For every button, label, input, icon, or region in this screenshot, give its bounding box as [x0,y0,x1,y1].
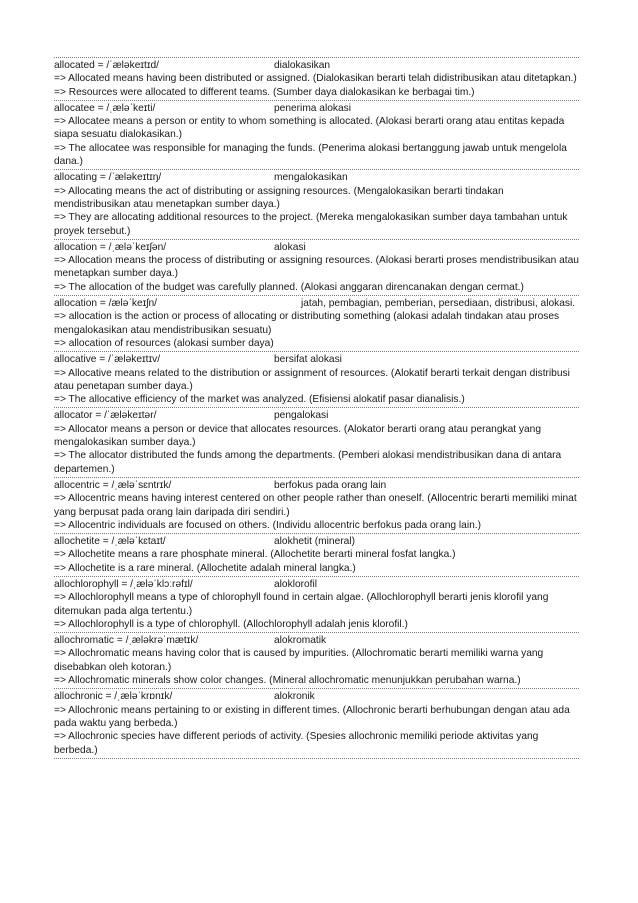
entry-example: => Allochromatic minerals show color changes. (Mineral allochromatic menunjukkan perubahan warna.) [54,675,521,687]
entry-meaning: jatah, pembagian, pemberian, persediaan, distribusi, alokasi. [301,298,576,310]
entry-heading [54,353,579,366]
entry-example: => The allocation of the budget was carefully planned. (Alokasi anggaran direncanakan dengan cermat.) [54,281,524,293]
entry-heading [54,578,579,591]
entry-heading [54,297,579,310]
entry-meaning: alokronik [274,691,315,703]
entry-example: => Resources were allocated to different teams. (Sumber daya dialokasikan ke berbagai tim.) [54,86,475,98]
entry-example: => The allocative efficiency of the market was analyzed. (Efisiensi alokatif pasar dianalisis.) [54,394,465,406]
entry-term: allocated = /ˈæləkeɪtɪd/ [54,60,159,71]
entry-term: allocative = /ˈæləkeɪtɪv/ [54,354,161,366]
entry-term: allocatee = /ˌæləˈkeɪti/ [54,102,156,114]
entry-heading [54,409,579,422]
entry-definition: => Allocation means the process of distributing or assigning resources. (Alokasi berarti proses mendistribusikan atau menetapkan sumber daya.) [54,255,579,280]
entry-example: => Allochetite is a rare mineral. (Allochetite adalah mineral langka.) [54,562,356,574]
entry-meaning: dialokasikan [274,60,331,71]
entry-heading [54,690,579,703]
entry-term: allochronic = /ˌæləˈkrɒnɪk/ [54,691,173,703]
entry-term: allocation = /ˌæləˈkeɪʃən/ [54,241,167,253]
entry-definition: => Allochromatic means having color that is caused by impurities. (Allochromatic berarti memiliki warna yang disebabkan oleh kotoran.) [54,648,544,673]
dictionary-entry [54,169,579,238]
entry-heading [54,479,579,492]
dictionary-entry [54,407,579,476]
entry-example: => Allocentric individuals are focused on others. (Individu allocentric berfokus pada orang lain.) [54,519,481,531]
dictionary-entry [54,632,579,688]
entry-heading [54,102,579,115]
entry-meaning: pengalokasi [274,410,329,422]
entry-definition: => Allocated means having been distributed or assigned. (Dialokasikan berarti telah didistribusikan atau ditetapkan.) [54,73,577,85]
entry-meaning: bersifat alokasi [274,354,342,366]
entry-heading [54,634,579,647]
entry-definition: => Allocatee means a person or entity to whom something is allocated. (Alokasi berarti orang atau entitas kepada siapa sesuatu dialokasikan.) [54,116,565,141]
entry-definition: => Allocative means related to the distribution or assignment of resources. (Alokatif berarti terkait dengan distribusi atau penetapan sumber daya.) [54,367,570,392]
entry-term: allocating = /ˈæləkeɪtɪŋ/ [54,172,162,184]
entry-heading [54,241,579,254]
entry-example: => The allocator distributed the funds among the departments. (Pemberi alokasi mendistribusikan dana di antara departemen.) [54,450,562,475]
dictionary-entry [54,533,579,576]
entry-definition: => Allocentric means having interest centered on other people rather than oneself. (Allocentric berarti memiliki minat yang berpusat pada orang lain daripada diri sendiri.) [54,493,577,518]
entry-term: allochlorophyll = /ˌæləˈklɔːrəfɪl/ [54,578,193,590]
dictionary-entry [54,688,579,758]
dictionary-entry [54,351,579,407]
entry-meaning: alokhetit (mineral) [274,536,355,548]
dictionary-page [54,57,579,759]
entry-definition: => Allochlorophyll means a type of chlorophyll found in certain algae. (Allochlorophyll berarti jenis klorofil yang ditemukan pada alga tertentu.) [54,592,549,617]
entry-example: => Allochlorophyll is a type of chlorophyll. (Allochlorophyll adalah jenis klorofil.) [54,618,408,630]
entry-definition: => Allochronic means pertaining to or existing in different times. (Allochronic berarti berhubungan dengan atau ada pada waktu yang berbeda.) [54,704,570,729]
dictionary-entry [54,295,579,351]
entry-meaning: aloklorofil [274,578,318,590]
entry-term: allocation = /æləˈkeɪʃn/ [54,298,158,310]
entry-term: allocator = /ˈæləkeɪtər/ [54,410,157,422]
dictionary-entry [54,576,579,632]
entry-meaning: berfokus pada orang lain [274,479,387,491]
entry-term: allochromatic = /ˌæləkrəˈmætɪk/ [54,635,199,647]
entry-definition: => Allochetite means a rare phosphate mineral. (Allochetite berarti mineral fosfat langka.) [54,549,456,561]
entry-definition: => Allocator means a person or device that allocates resources. (Alokator berarti orang atau perangkat yang mengalokasikan sumber daya.) [54,423,542,449]
entry-definition: => Allocating means the act of distributing or assigning resources. (Mengalokasikan berarti tindakan mendistribusikan atau menetapkan sumber daya.) [54,185,504,210]
entry-meaning: penerima alokasi [274,102,352,114]
dictionary-entry [54,100,579,169]
dictionary-entry [54,57,579,100]
entry-meaning: alokasi [274,241,306,253]
entry-term: allocentric = /ˌæləˈsɛntrɪk/ [54,479,172,491]
entry-heading [54,535,579,548]
entry-meaning: mengalokasikan [274,172,348,184]
entry-definition: => allocation is the action or process of allocating or distributing something (alokasi adalah tindakan atau proses mengalokasikan atau mendistribusikan sesuatu) [54,311,560,336]
entry-term: allochetite = /ˌæləˈkɛtaɪt/ [54,536,166,548]
entry-example: => They are allocating additional resources to the project. (Mereka mengalokasikan sumber daya tambahan untuk proyek tersebut.) [54,212,568,237]
entry-example: => allocation of resources (alokasi sumber daya) [54,337,274,349]
entry-example: => The allocatee was responsible for managing the funds. (Penerima alokasi bertanggung jawab untuk mengelola dana.) [54,142,567,168]
entry-example: => Allochronic species have different periods of activity. (Spesies allochronic memiliki periode aktivitas yang berbeda.) [54,731,539,756]
dictionary-entry [54,477,579,533]
entry-meaning: alokromatik [274,635,327,647]
dictionary-entry [54,239,579,295]
entry-heading [54,59,579,72]
entry-heading [54,171,579,184]
